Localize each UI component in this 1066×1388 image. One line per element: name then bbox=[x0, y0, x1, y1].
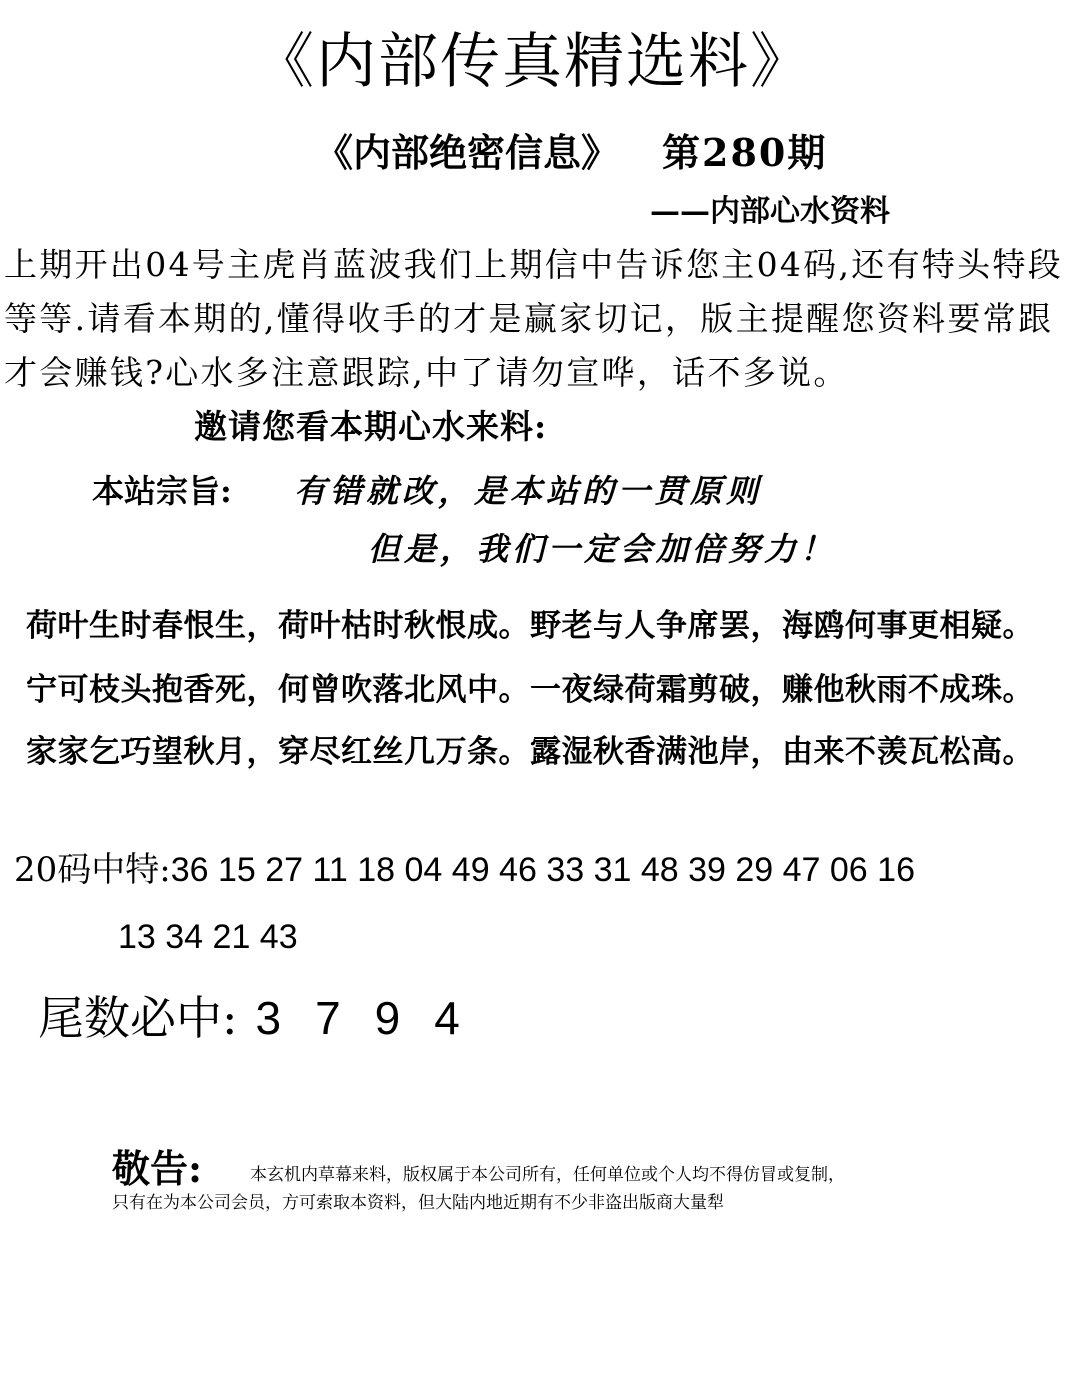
invite-line: 邀请您看本期心水来料: bbox=[194, 407, 548, 446]
notice-line-2: 只有在为本公司会员，方可索取本资料，但大陆内地近期有不少非盗出版商大量犁 bbox=[112, 1193, 724, 1213]
page-title: 《内部传真精选料》 bbox=[254, 27, 812, 97]
numbers-line-1: 36 15 27 11 18 04 49 46 33 31 48 39 29 47 06 16 bbox=[170, 851, 915, 889]
notice-line-1: 本玄机内草幕来料，版权属于本公司所有，任何单位或个人均不得仿冒或复制， bbox=[250, 1165, 845, 1185]
tenet-label: 本站宗旨: bbox=[92, 472, 232, 510]
tenet-line-2: 但是，我们一定会加倍努力！ bbox=[368, 530, 837, 568]
intro-paragraph bbox=[4, 238, 1064, 454]
notice-label: 敬告: bbox=[112, 1146, 203, 1191]
numbers-line-2: 13 34 21 43 bbox=[118, 918, 298, 956]
poem-line-3: 家家乞巧望秋月，穿尽红丝几万条。露湿秋香满池岸，由来不羡瓦松高。 bbox=[26, 734, 1034, 770]
tail-label: 尾数必中: bbox=[38, 991, 238, 1045]
issue-number: 第280期 bbox=[662, 130, 828, 175]
tenet-line-1: 有错就改，是本站的一贯原则 bbox=[294, 472, 763, 510]
poem-line-1: 荷叶生时春恨生，荷叶枯时秋恨成。野老与人争席罢，海鸥何事更相疑。 bbox=[26, 608, 1034, 644]
byline: ——内部心水资料 bbox=[650, 194, 890, 229]
numbers-label: 20码中特: bbox=[14, 850, 171, 890]
tail-row bbox=[38, 982, 494, 1048]
tail-digits: 3794 bbox=[255, 992, 494, 1044]
subtitle: 《内部绝密信息》 bbox=[315, 130, 620, 175]
numbers-row-1 bbox=[14, 842, 915, 891]
intro-text: 上期开出04号主虎肖蓝波我们上期信中告诉您主04码,还有特头特段等等.请看本期的,懂得收手的才是赢家切记，版主提醒您资料要常跟才会赚钱?心水多注意跟踪,中了请勿宣哗，话不多说。 bbox=[4, 245, 1064, 392]
poem-line-2: 宁可枝头抱香死，何曾吹落北风中。一夜绿荷霜剪破，赚他秋雨不成珠。 bbox=[26, 672, 1034, 708]
